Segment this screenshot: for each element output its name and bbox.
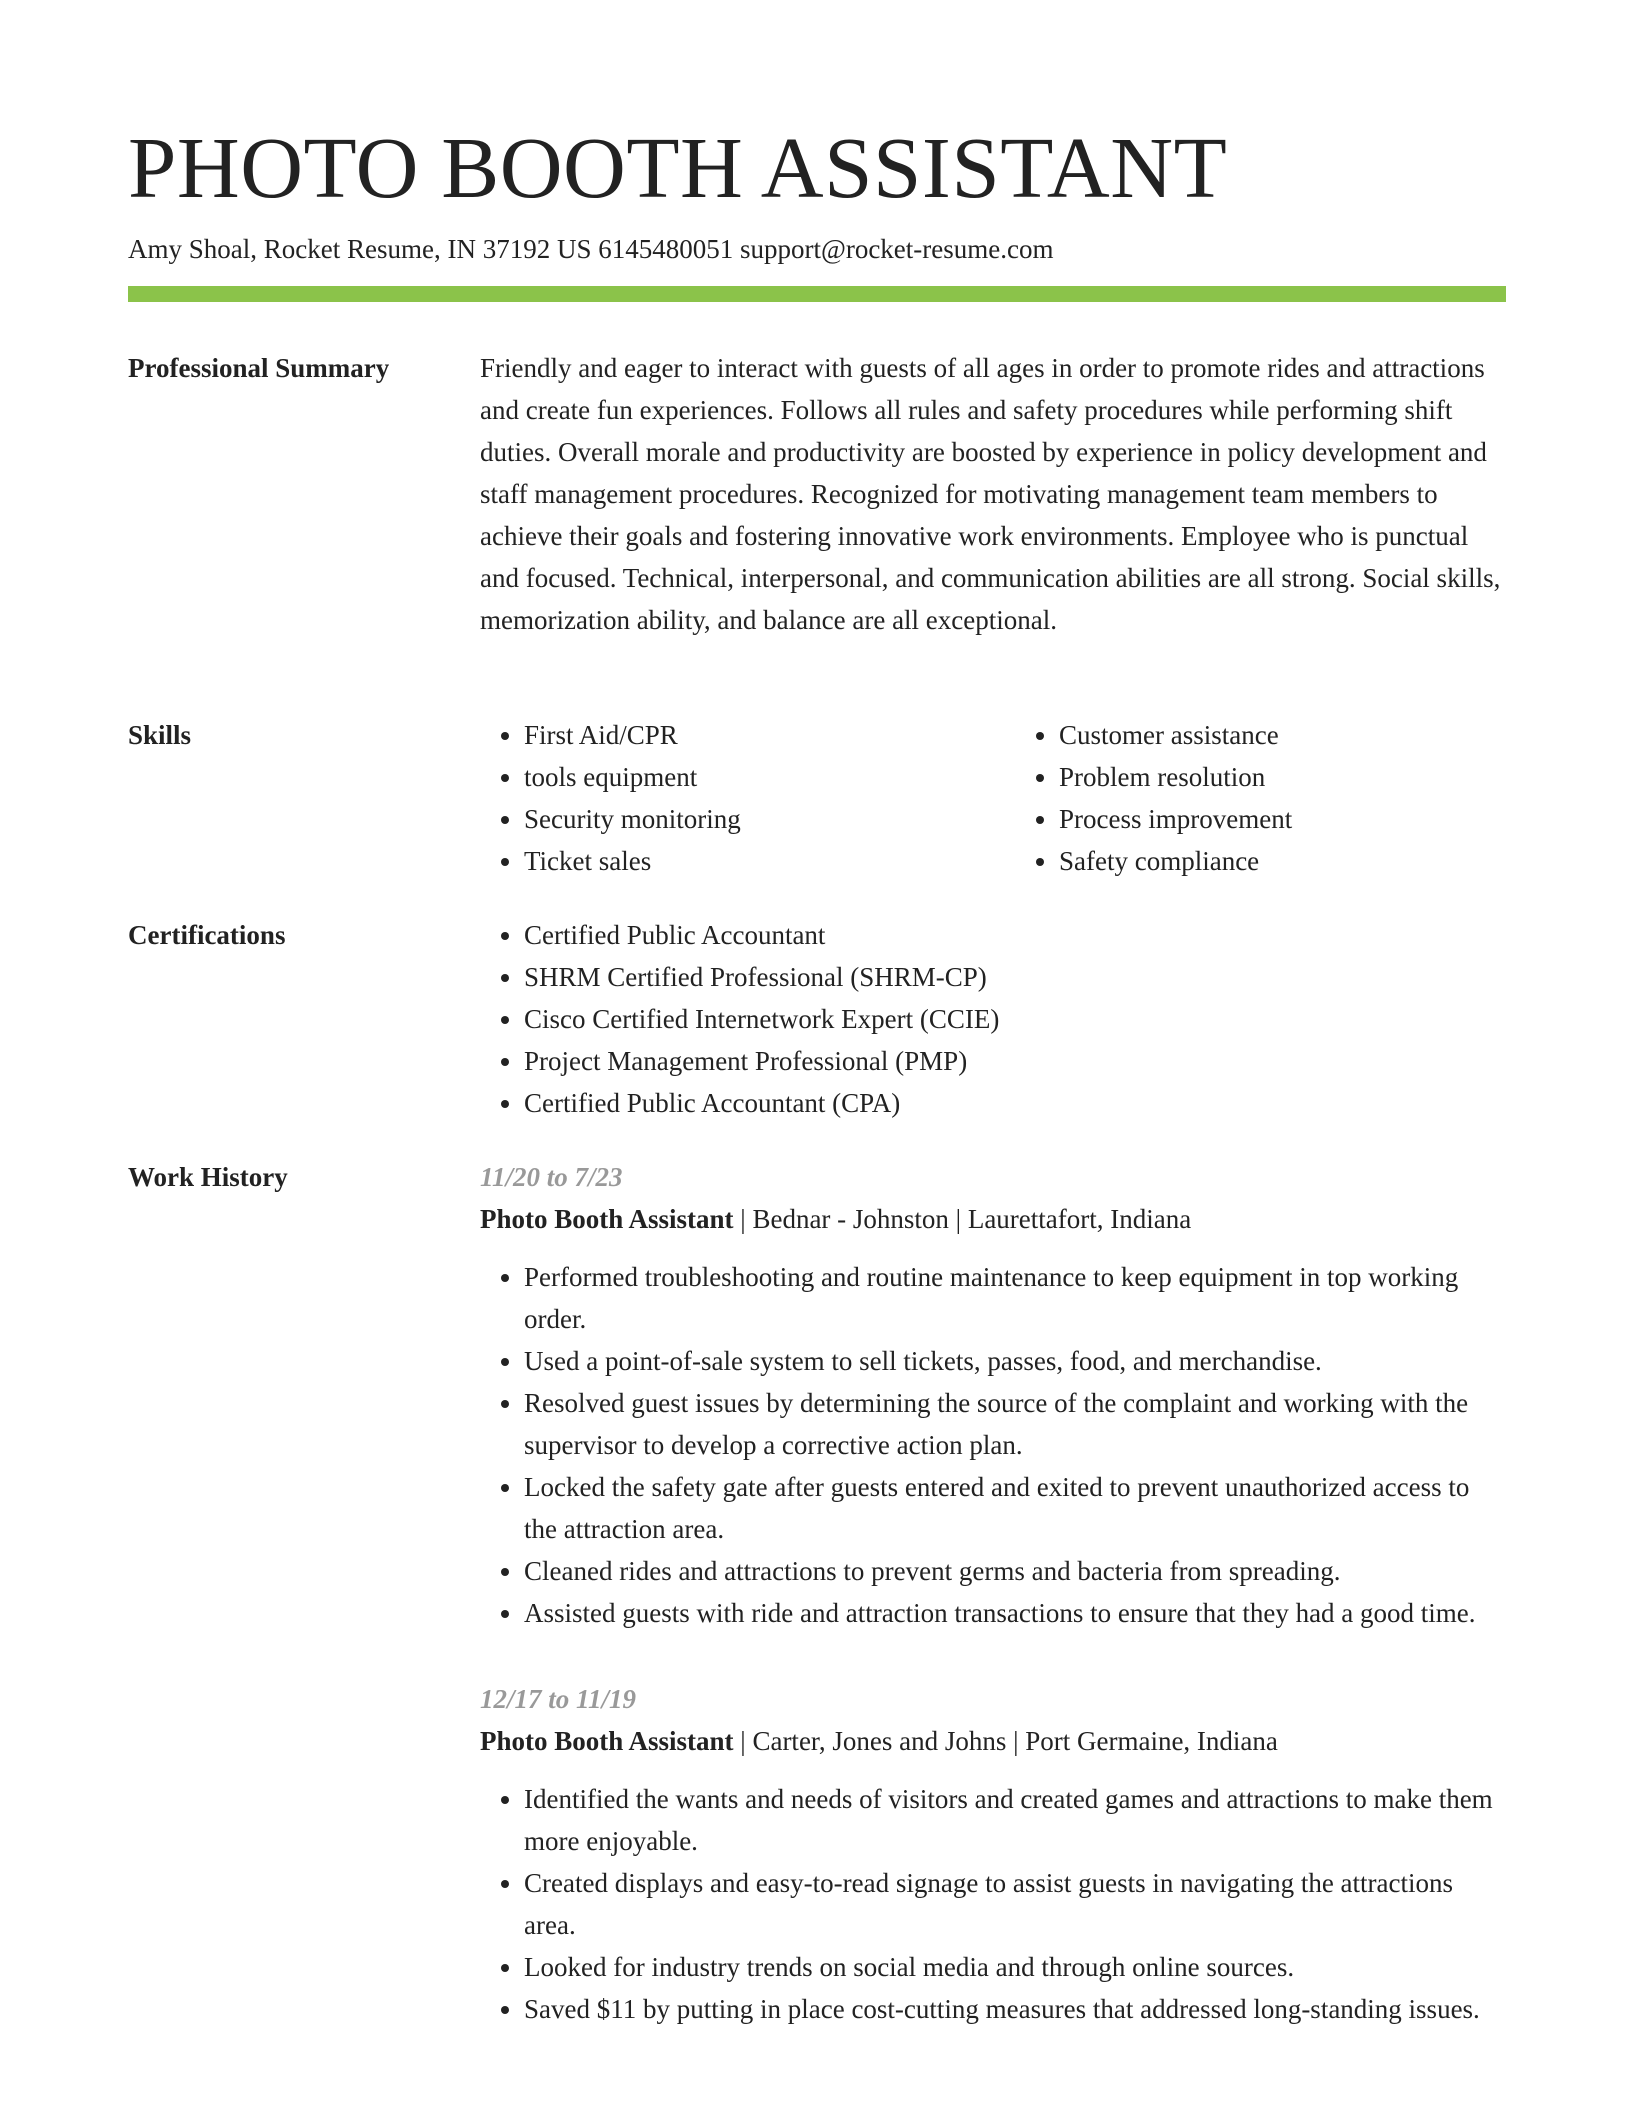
job-heading — [480, 1198, 1506, 1240]
job-dates: 11/20 to 7/23 — [480, 1162, 623, 1192]
job-employer-location: | Bednar - Johnston | Laurettafort, Indiana — [733, 1204, 1192, 1234]
certification-item: • SHRM Certified Professional (SHRM-CP) — [524, 956, 1506, 998]
job-employer-location: | Carter, Jones and Johns | Port Germaine, Indiana — [733, 1726, 1278, 1756]
certification-item: • Certified Public Accountant (CPA) — [524, 1082, 1506, 1124]
certifications-items — [480, 914, 1506, 1124]
skills-label: Skills — [128, 720, 192, 750]
job-entry — [480, 1678, 1506, 2030]
job-title: Photo Booth Assistant — [480, 1726, 734, 1756]
job-bullet: • Created displays and easy-to-read signage to assist guests in navigating the attractions area. — [524, 1862, 1506, 1946]
summary-label: Professional Summary — [128, 353, 390, 383]
work-history-label: Work History — [128, 1162, 288, 1192]
certifications-label: Certifications — [128, 920, 286, 950]
skill-item: • Safety compliance — [1059, 840, 1506, 882]
certification-item: • Project Management Professional (PMP) — [524, 1040, 1506, 1082]
job-bullet: • Saved $11 by putting in place cost-cutting measures that addressed long-standing issues. — [524, 1988, 1506, 2030]
job-title: Photo Booth Assistant — [480, 1204, 734, 1234]
skills-list — [480, 714, 1506, 882]
skill-item: • tools equipment — [524, 756, 971, 798]
skill-item: • Problem resolution — [1059, 756, 1506, 798]
skills-column-2 — [1015, 714, 1506, 882]
job-entry — [480, 1156, 1506, 1634]
job-bullet: • Cleaned rides and attractions to prevent germs and bacteria from spreading. — [524, 1550, 1506, 1592]
certification-item: • Cisco Certified Internetwork Expert (CCIE) — [524, 998, 1506, 1040]
job-bullet: • Identified the wants and needs of visitors and created games and attractions to make them more enjoyable. — [524, 1778, 1506, 1862]
skill-item: • Customer assistance — [1059, 714, 1506, 756]
resume-title: PHOTO BOOTH ASSISTANT — [128, 119, 1228, 216]
job-bullet: • Locked the safety gate after guests entered and exited to prevent unauthorized access to the attraction area. — [524, 1466, 1506, 1550]
job-bullet: • Looked for industry trends on social media and through online sources. — [524, 1946, 1506, 1988]
certifications-list — [480, 914, 1506, 1124]
skill-item: • Ticket sales — [524, 840, 971, 882]
certification-item: • Certified Public Accountant — [524, 914, 1506, 956]
job-bullets — [480, 1256, 1506, 1634]
job-bullets — [480, 1778, 1506, 2030]
job-bullet: • Used a point-of-sale system to sell tickets, passes, food, and merchandise. — [524, 1340, 1506, 1382]
contact-line: Amy Shoal, Rocket Resume, IN 37192 US 6145480051 support@rocket-resume.com — [128, 234, 1054, 264]
job-heading — [480, 1720, 1506, 1762]
job-bullet: • Performed troubleshooting and routine maintenance to keep equipment in top working order. — [524, 1256, 1506, 1340]
job-dates: 12/17 to 11/19 — [480, 1684, 637, 1714]
skill-item: • First Aid/CPR — [524, 714, 971, 756]
header-divider — [128, 286, 1506, 302]
job-bullet: • Assisted guests with ride and attraction transactions to ensure that they had a good time. — [524, 1592, 1506, 1634]
summary-body — [480, 347, 1506, 641]
skills-column-1 — [480, 714, 971, 882]
work-history-body — [480, 1156, 1506, 2030]
summary-text: Friendly and eager to interact with guests of all ages in order to promote rides and attractions and create fun experiences. Follows all rules and safety procedures while performing shift duties. Overall morale and productivity are boosted by experience in policy development and staff management procedures. Recognized for motivating management team members to achieve their goals and fostering innovative work environments. Employee who is punctual and focused. Technical, interpersonal, and communication abilities are all strong. Social skills, memorization ability, and balance are all exceptional. — [480, 353, 1501, 635]
job-bullet: • Resolved guest issues by determining the source of the complaint and working with the supervisor to develop a corrective action plan. — [524, 1382, 1506, 1466]
skill-item: • Security monitoring — [524, 798, 971, 840]
skill-item: • Process improvement — [1059, 798, 1506, 840]
